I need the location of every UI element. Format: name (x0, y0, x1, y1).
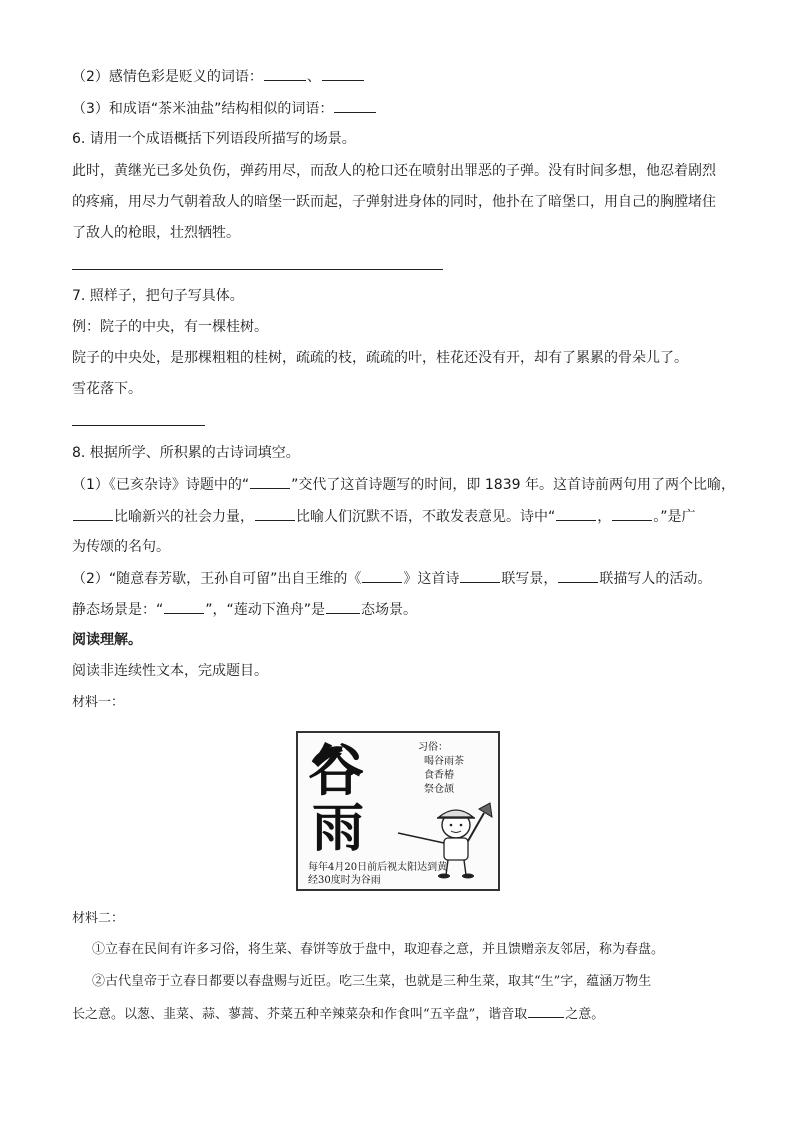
material1-label: 材料一： (72, 695, 125, 710)
q8-p1-text-f: 。”是广 (653, 509, 696, 525)
q8-p1-text-d: 比喻人们沉默不语，不敢发表意见。诗中“ (296, 509, 556, 525)
q5-item2-prefix: （2）感情色彩是贬义的词语： (72, 69, 263, 85)
q5-item2-separator: 、 (306, 69, 321, 85)
poster-custom-3: 祭仓颉 (424, 784, 454, 795)
q8-p2-blank-couplet2[interactable] (558, 568, 598, 583)
poster-char-gu: 谷 (308, 738, 364, 804)
q8-p1-blank-metaphor1[interactable] (73, 506, 113, 521)
q8-p1-text-e: ， (597, 509, 612, 525)
q8-p1-blank-verse2[interactable] (612, 506, 652, 521)
q5-item3-blank[interactable] (334, 98, 376, 113)
q6-passage-line-2: 的疼痛，用尽力气朝着敌人的暗堡一跃而起，子弹射进身体的同时，他扑在了暗堡口，用自己的胸膛堵住 (72, 194, 716, 210)
q5-item2 (72, 66, 365, 87)
q5-item2-blank-2[interactable] (322, 66, 364, 81)
q8-part2-line2 (72, 599, 417, 620)
material2-paragraph-2-line2 (72, 1003, 604, 1025)
q8-p1-blank-metaphor2[interactable] (255, 506, 295, 521)
q8-p2-blank-static[interactable] (164, 599, 204, 614)
material2-blank[interactable] (528, 1003, 564, 1018)
q8-part2-line1 (72, 568, 711, 589)
q7-example-expanded: 院子的中央处，是那棵粗粗的桂树，疏疏的枝，疏疏的叶，桂花还没有开，却有了累累的骨朵儿了。 (72, 350, 688, 366)
material2-label: 材料二： (72, 911, 125, 926)
q8-p1-text-b: ”交代了这首诗题写的时间，即 1839 年。这首诗前两句用了两个比喻， (291, 477, 735, 493)
guyu-poster-image (296, 731, 500, 891)
q8-p1-text-c: 比喻新兴的社会力量， (114, 509, 254, 525)
q7-title: 7. 照样子，把句子写具体。 (72, 288, 244, 304)
material2-paragraph-2-line1: ②古代皇帝于立春日都要以春盘赐与近臣。吃三生菜，也就是三种生菜，取其“生”字，蕴涵万物生 (92, 974, 652, 989)
q5-item3-prefix: （3）和成语“茶米油盐”结构相似的词语： (72, 101, 334, 117)
q6-answer-line[interactable] (72, 269, 443, 270)
q8-p2-text-d: 联描写人的活动。 (599, 571, 712, 587)
q6-passage-line-3: 了敌人的枪眼，壮烈牺牲。 (72, 225, 240, 241)
poster-char-yu: 雨 (312, 798, 365, 859)
q8-p1-blank-time[interactable] (250, 474, 290, 489)
poster-caption-line-1: 每年4月20日前后视太阳达到黄 (308, 862, 448, 873)
reading-heading: 阅读理解。 (72, 632, 142, 648)
reading-intro: 阅读非连续性文本，完成题目。 (72, 663, 268, 679)
q8-p2-text-b: 》这首诗 (403, 571, 460, 587)
q8-part1-line1 (72, 474, 735, 495)
q8-p2-text-g: 态场景。 (361, 602, 418, 618)
q5-item2-blank-1[interactable] (264, 66, 306, 81)
q8-p2-blank-poem[interactable] (362, 568, 402, 583)
q8-p2-text-e: 静态场景是：“ (72, 602, 164, 618)
q8-p1-text-a: （1）《已亥杂诗》诗题中的“ (72, 477, 250, 493)
q8-p2-blank-couplet1[interactable] (460, 568, 500, 583)
poster-customs-title: 习俗： (418, 742, 448, 753)
material2-paragraph-1: ①立春在民间有许多习俗，将生菜、春饼等放于盘中，取迎春之意，并且馈赠亲友邻居，称为春盘。 (92, 942, 665, 957)
q7-answer-line[interactable] (72, 425, 205, 426)
q8-p2-blank-dynamic[interactable] (326, 599, 360, 614)
material2-text-c: 之意。 (565, 1007, 605, 1022)
q6-title: 6. 请用一个成语概括下列语段所描写的场景。 (72, 131, 356, 147)
q8-p2-text-a: （2）“随意春芳歇，王孙自可留”出自王维的《 (72, 571, 362, 587)
q8-part1-line3: 为传颂的名句。 (72, 539, 170, 555)
q8-p1-blank-verse1[interactable] (556, 506, 596, 521)
q8-p2-text-c: 联写景， (501, 571, 558, 587)
q8-part1-line2 (72, 506, 696, 527)
q7-example: 例：院子的中央，有一棵桂树。 (72, 319, 268, 335)
material2-text-b: 长之意。以葱、韭菜、蒜、蓼蒿、芥菜五种辛辣菜杂和作食叫“五辛盘”，谐音取 (72, 1007, 528, 1022)
q7-prompt: 雪花落下。 (72, 381, 142, 397)
q8-p2-text-f: ”，“莲动下渔舟”是 (205, 602, 326, 618)
poster-caption-line-2: 经30度时为谷雨 (308, 875, 381, 886)
q5-item3 (72, 98, 377, 119)
q6-passage-line-1: 此时，黄继光已多处负伤，弹药用尽，而敌人的枪口还在喷射出罪恶的子弹。没有时间多想，他忍着剧烈 (72, 163, 716, 179)
q8-title: 8. 根据所学、所积累的古诗词填空。 (72, 445, 300, 461)
poster-custom-1: 喝谷雨茶 (424, 756, 464, 767)
poster-custom-2: 食香椿 (424, 770, 454, 781)
